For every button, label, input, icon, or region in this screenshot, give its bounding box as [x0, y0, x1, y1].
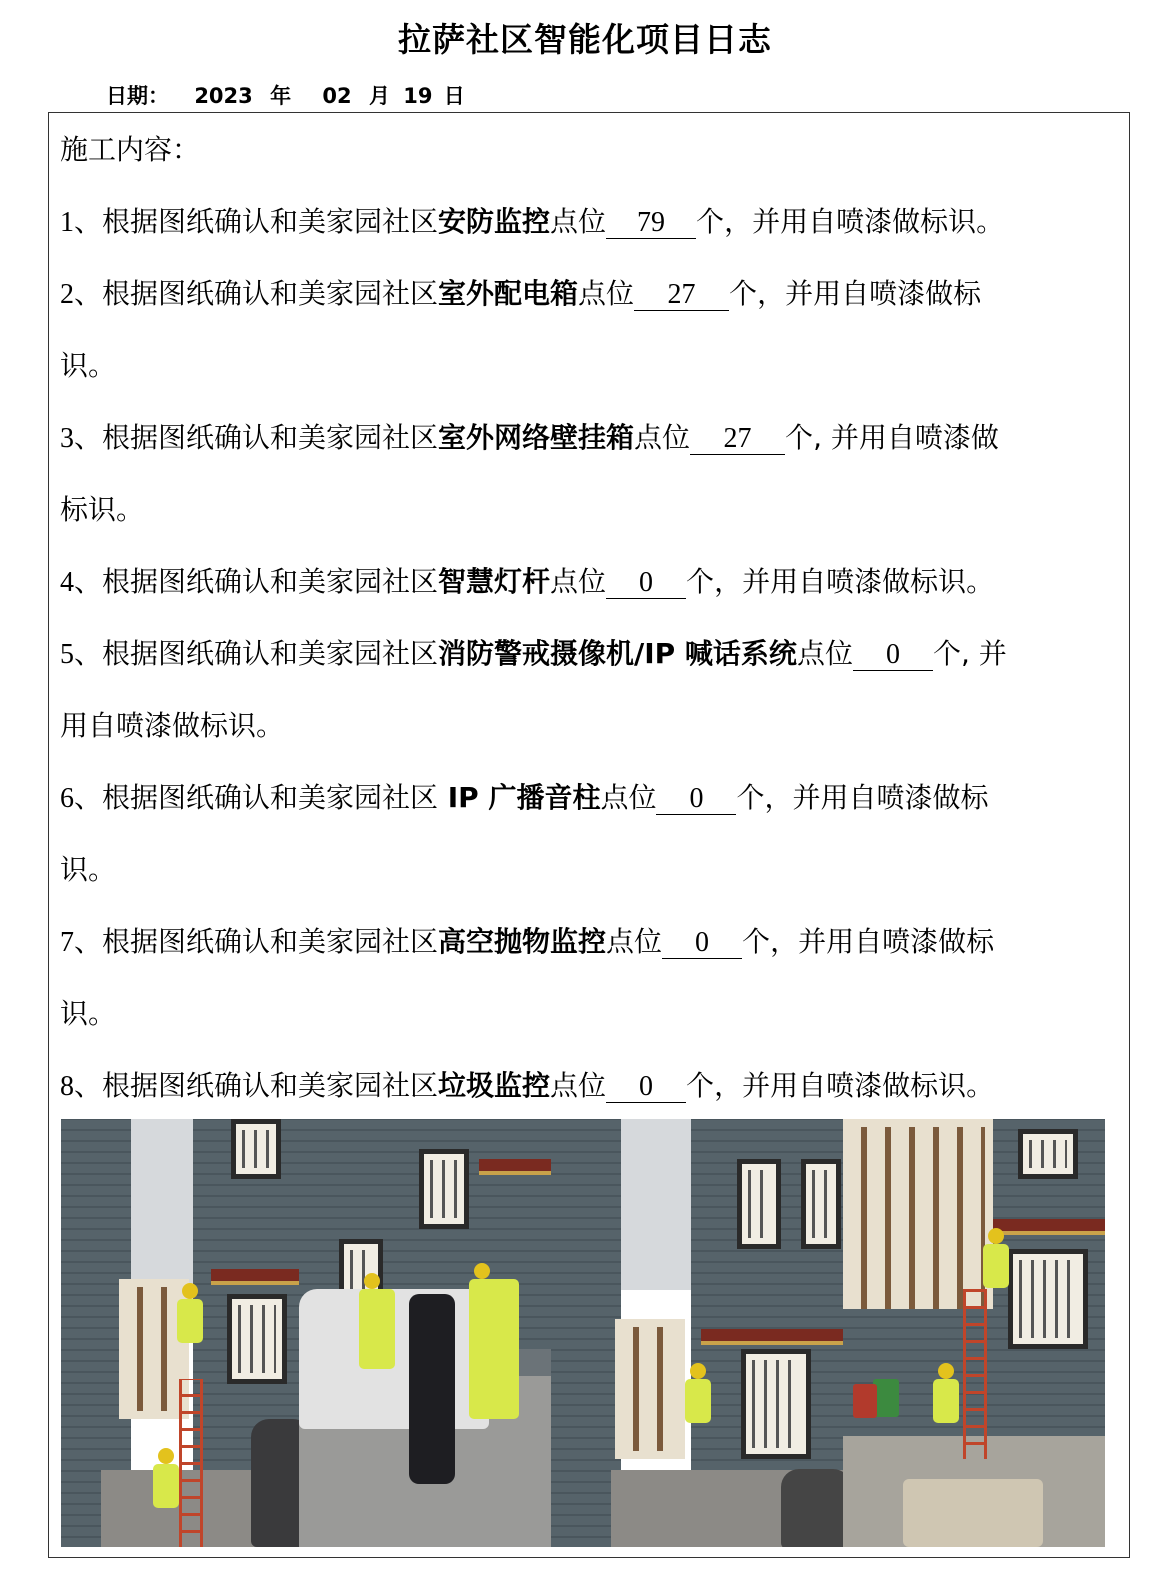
item-2-name: 室外配电箱: [438, 277, 579, 310]
item-5-name: 消防警戒摄像机/IP 喊话系统: [438, 637, 797, 670]
item-1-count: 79: [606, 208, 696, 239]
item-6-cont: 识。: [60, 853, 117, 886]
item-7: 7、根据图纸确认和美家园社区高空抛物监控点位 0 个，并用自喷漆做标: [60, 925, 995, 958]
item-5-count: 0: [853, 640, 933, 671]
item-3-cont: 标识。: [60, 493, 145, 526]
date-year-unit: 年: [270, 84, 292, 108]
photo-strip: [61, 1119, 1105, 1547]
item-3: 3、根据图纸确认和美家园社区室外网络壁挂箱点位 27 个, 并用自喷漆做: [60, 421, 999, 454]
item-5: 5、根据图纸确认和美家园社区消防警戒摄像机/IP 喊话系统点位 0 个, 并: [60, 637, 1007, 670]
item-6-name: IP 广播音柱: [438, 781, 601, 814]
item-7-name: 高空抛物监控: [438, 925, 607, 958]
item-2: 2、根据图纸确认和美家园社区室外配电箱点位 27 个，并用自喷漆做标: [60, 277, 982, 310]
date-line: [106, 80, 465, 110]
section-heading: 施工内容：: [60, 133, 201, 166]
item-2-count: 27: [634, 280, 729, 311]
date-day-unit: 日: [443, 84, 465, 108]
item-7-cont: 识。: [60, 997, 117, 1030]
item-6: 6、根据图纸确认和美家园社区 IP 广播音柱点位 0 个，并用自喷漆做标: [60, 781, 989, 814]
item-3-count: 27: [690, 424, 785, 455]
item-4: 4、根据图纸确认和美家园社区智慧灯杆点位 0 个，并用自喷漆做标识。: [60, 565, 995, 598]
date-month-unit: 月: [368, 84, 390, 108]
item-7-count: 0: [662, 928, 742, 959]
item-3-name: 室外网络壁挂箱: [438, 421, 635, 454]
item-4-count: 0: [606, 568, 686, 599]
site-photo-3: [551, 1119, 843, 1547]
item-2-cont: 识。: [60, 349, 117, 382]
date-year: 2023: [194, 84, 253, 108]
item-6-count: 0: [656, 784, 736, 815]
date-day: 19: [403, 84, 433, 108]
date-month: 02: [322, 84, 352, 108]
site-photo-4: [843, 1119, 1105, 1547]
item-1-name: 安防监控: [438, 205, 551, 238]
item-5-cont: 用自喷漆做标识。: [60, 709, 285, 742]
site-photo-2: [299, 1119, 551, 1547]
page-title: 拉萨社区智能化项目日志: [398, 20, 772, 59]
item-4-name: 智慧灯杆: [438, 565, 551, 598]
site-photo-1: [61, 1119, 299, 1547]
item-1: 1、根据图纸确认和美家园社区安防监控点位 79 个，并用自喷漆做标识。: [60, 205, 1005, 238]
item-8: 8、根据图纸确认和美家园社区垃圾监控点位 0 个，并用自喷漆做标识。: [60, 1069, 995, 1102]
item-8-name: 垃圾监控: [438, 1069, 551, 1102]
date-label: 日期：: [106, 84, 169, 108]
item-8-count: 0: [606, 1072, 686, 1103]
